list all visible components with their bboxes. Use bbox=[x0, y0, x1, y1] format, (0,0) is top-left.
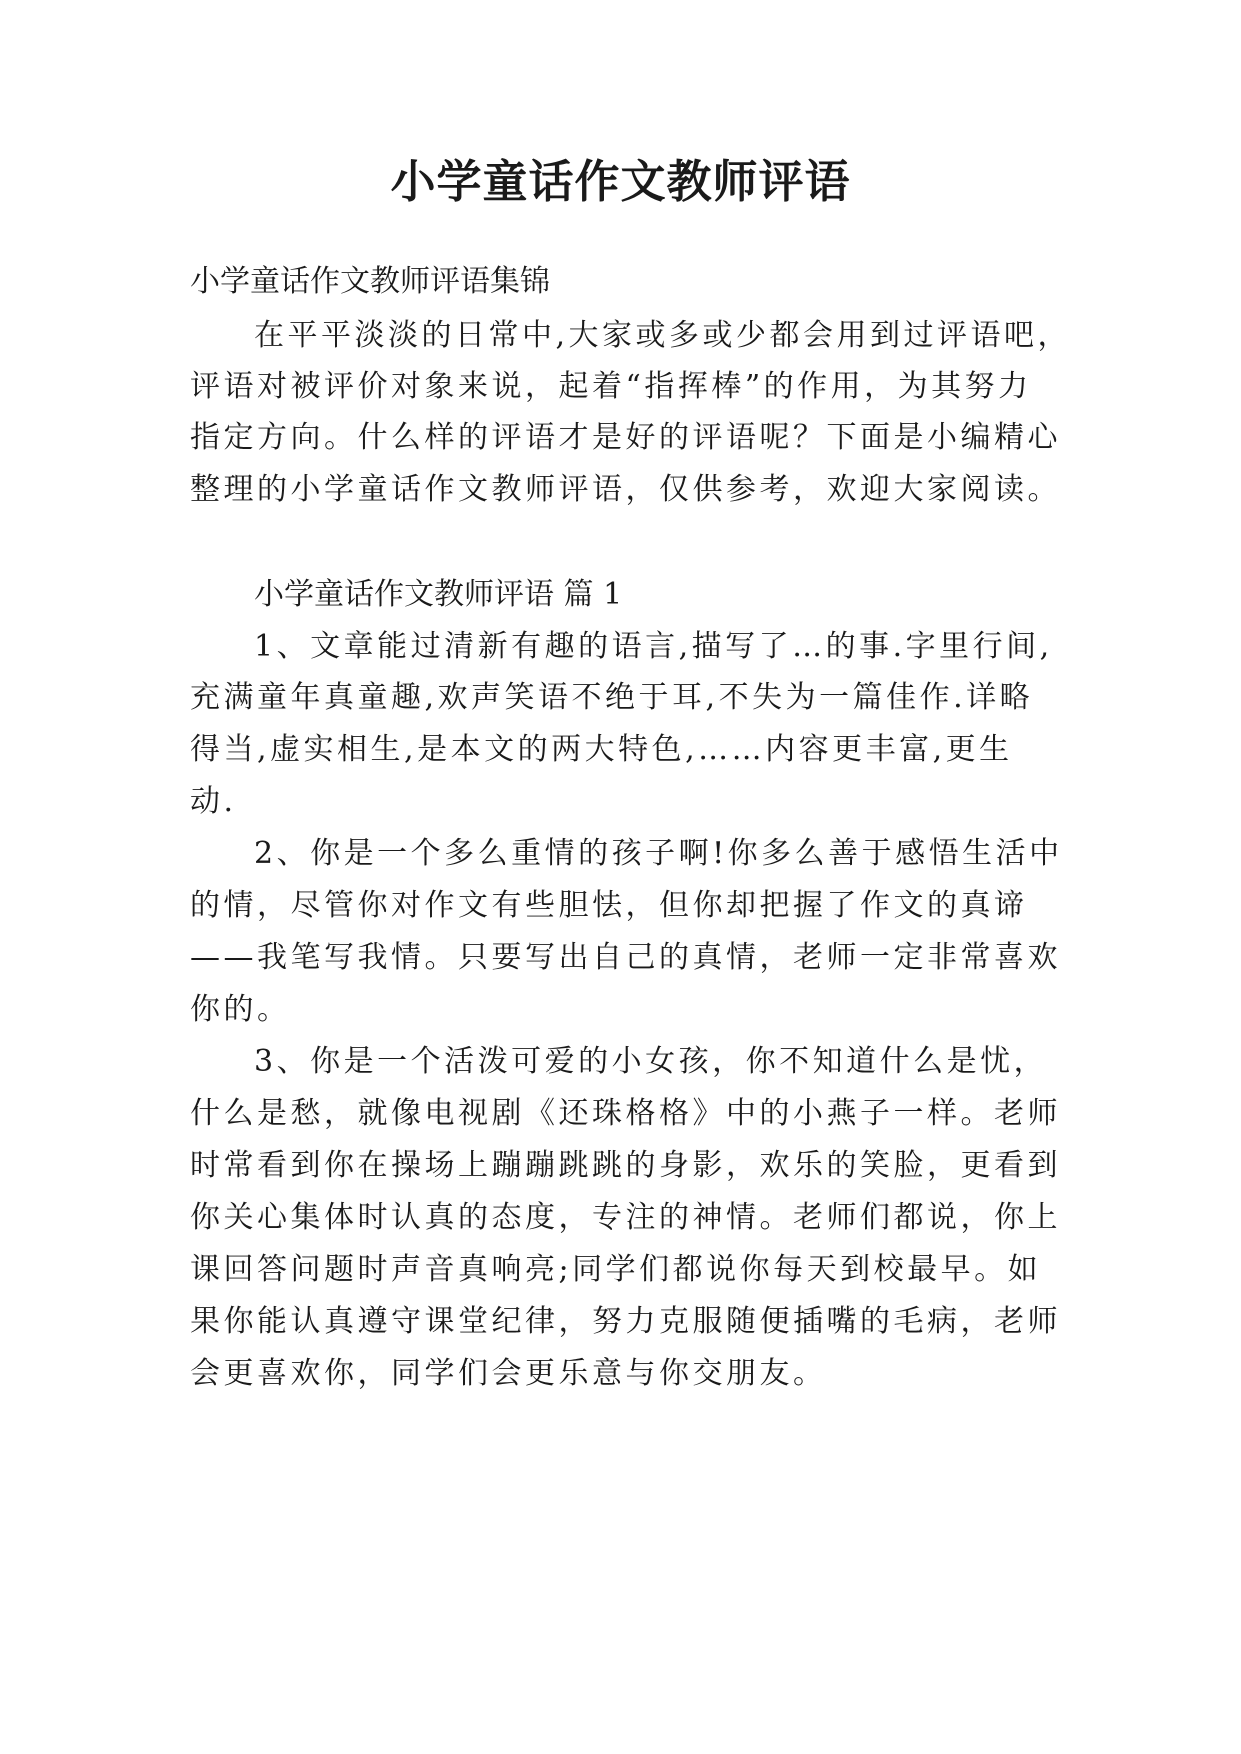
comment-line: 动. bbox=[190, 784, 237, 819]
comment-line: 你的。 bbox=[190, 992, 291, 1027]
comment-line: ——我笔写我情。只要写出自己的真情，老师一定非常喜欢 bbox=[190, 940, 1061, 975]
comment-line: 的情，尽管你对作文有些胆怯，但你却把握了作文的真谛 bbox=[190, 888, 1028, 923]
comment-line: 时常看到你在操场上蹦蹦跳跳的身影，欢乐的笑脸，更看到 bbox=[190, 1148, 1061, 1183]
comment-line: 2、你是一个多么重情的孩子啊!你多么善于感悟生活中 bbox=[254, 836, 1063, 871]
document-title: 小学童话作文教师评语 bbox=[390, 155, 851, 208]
intro-line: 在平平淡淡的日常中,大家或多或少都会用到过评语吧， bbox=[254, 318, 1072, 353]
comment-line: 会更喜欢你，同学们会更乐意与你交朋友。 bbox=[190, 1356, 827, 1391]
intro-line: 指定方向。什么样的评语才是好的评语呢？下面是小编精心 bbox=[190, 420, 1061, 455]
comment-line: 1、文章能过清新有趣的语言,描写了…的事.字里行间, bbox=[254, 629, 1053, 664]
comment-line: 果你能认真遵守课堂纪律，努力克服随便插嘴的毛病，老师 bbox=[190, 1304, 1061, 1339]
comment-line: 充满童年真童趣,欢声笑语不绝于耳,不失为一篇佳作.详略 bbox=[190, 680, 1034, 715]
comment-line: 你关心集体时认真的态度，专注的神情。老师们都说，你上 bbox=[190, 1200, 1061, 1235]
comment-line: 得当,虚实相生,是本文的两大特色,……内容更丰富,更生 bbox=[190, 732, 1013, 767]
comment-line: 什么是愁，就像电视剧《还珠格格》中的小燕子一样。老师 bbox=[190, 1096, 1061, 1131]
document-subtitle: 小学童话作文教师评语集锦 bbox=[190, 264, 550, 299]
intro-line: 评语对被评价对象来说，起着“指挥棒”的作用，为其努力 bbox=[190, 369, 1032, 404]
intro-line: 整理的小学童话作文教师评语，仅供参考，欢迎大家阅读。 bbox=[190, 472, 1061, 507]
section-heading: 小学童话作文教师评语 篇 1 bbox=[254, 577, 623, 612]
comment-line: 课回答问题时声音真响亮;同学们都说你每天到校最早。如 bbox=[190, 1252, 1042, 1287]
comment-line: 3、你是一个活泼可爱的小女孩，你不知道什么是忧， bbox=[254, 1044, 1048, 1079]
